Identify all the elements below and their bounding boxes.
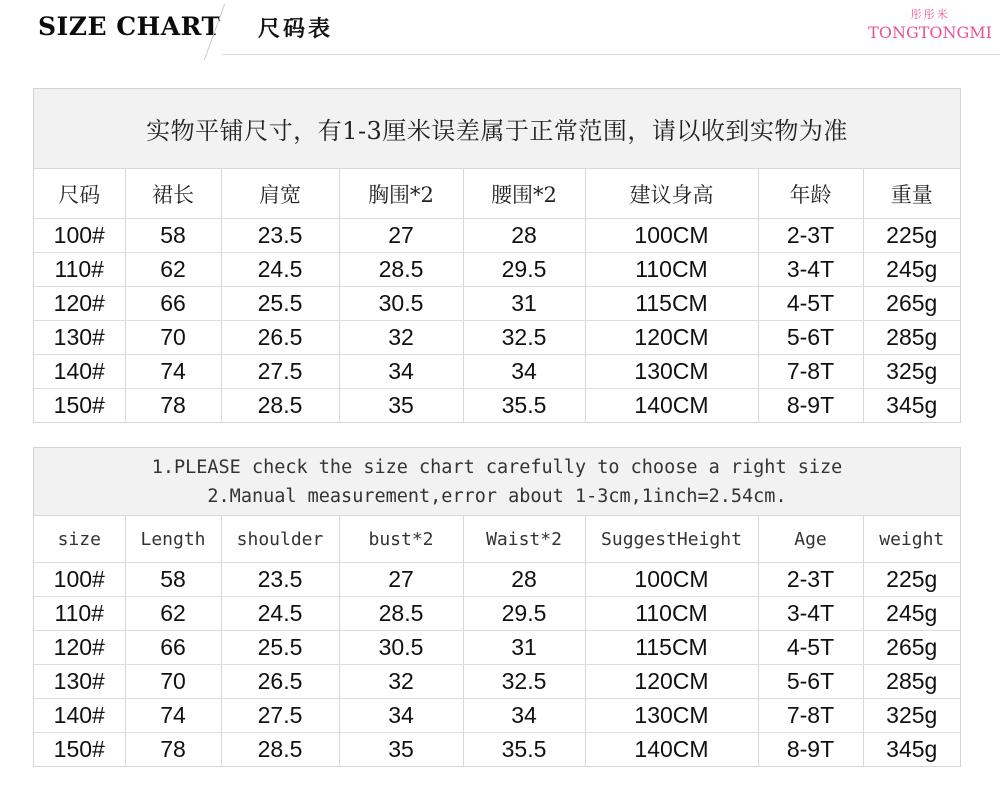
- table-cell: 27.5: [221, 699, 339, 733]
- table-cell: 265g: [863, 631, 960, 665]
- table-cell: 140#: [34, 355, 125, 389]
- column-header: 尺码: [34, 169, 125, 219]
- table-cell: 225g: [863, 219, 960, 253]
- table-cell: 66: [125, 631, 221, 665]
- english-note-line-2: 2.Manual measurement,error about 1-3cm,1inch=2.54cm.: [207, 485, 787, 507]
- table-cell: 62: [125, 253, 221, 287]
- table-cell: 5-6T: [758, 665, 863, 699]
- english-note-line-1: 1.PLEASE check the size chart carefully to choose a right size: [151, 456, 843, 478]
- table-cell: 100CM: [585, 219, 758, 253]
- table-cell: 8-9T: [758, 389, 863, 423]
- table-cell: 35: [339, 733, 463, 767]
- table-cell: 140CM: [585, 733, 758, 767]
- brand-logo: [868, 6, 992, 42]
- column-header: Age: [758, 516, 863, 563]
- table-cell: 7-8T: [758, 699, 863, 733]
- table-cell: 62: [125, 597, 221, 631]
- table-cell: 5-6T: [758, 321, 863, 355]
- table-cell: 25.5: [221, 631, 339, 665]
- table-row: [34, 355, 960, 389]
- table-cell: 120CM: [585, 665, 758, 699]
- table-cell: 285g: [863, 665, 960, 699]
- table-cell: 24.5: [221, 253, 339, 287]
- table-cell: 225g: [863, 563, 960, 597]
- column-header: 肩宽: [221, 169, 339, 219]
- table-row: [34, 287, 960, 321]
- table-cell: 140CM: [585, 389, 758, 423]
- table-cell: 2-3T: [758, 563, 863, 597]
- table-row: [34, 733, 960, 767]
- table-cell: 2-3T: [758, 219, 863, 253]
- table-cell: 23.5: [221, 563, 339, 597]
- chinese-note-text: 实物平铺尺寸，有1-3厘米误差属于正常范围，请以收到实物为准: [146, 117, 848, 145]
- table-cell: 8-9T: [758, 733, 863, 767]
- table-cell: 325g: [863, 355, 960, 389]
- table-cell: 31: [463, 287, 585, 321]
- table-cell: 100#: [34, 219, 125, 253]
- table-cell: 70: [125, 665, 221, 699]
- table-row: [34, 321, 960, 355]
- table-cell: 245g: [863, 253, 960, 287]
- column-header: 建议身高: [585, 169, 758, 219]
- table-cell: 110CM: [585, 253, 758, 287]
- table-cell: 150#: [53, 736, 105, 762]
- table-cell: 29.5: [463, 597, 585, 631]
- table-cell: 28.5: [221, 733, 339, 767]
- table-cell: 32.5: [463, 665, 585, 699]
- table-cell: 120#: [34, 631, 125, 665]
- table-cell: 115CM: [585, 631, 758, 665]
- table-cell: 28.5: [339, 597, 463, 631]
- table-cell: 7-8T: [758, 355, 863, 389]
- table-cell: 27: [339, 219, 463, 253]
- english-size-table: [34, 516, 960, 766]
- table-cell: 27: [339, 563, 463, 597]
- table-cell: 130#: [34, 665, 125, 699]
- table-row: [34, 563, 960, 597]
- table-cell: 74: [125, 699, 221, 733]
- table-cell: 26.5: [221, 321, 339, 355]
- table-cell: 28.5: [221, 389, 339, 423]
- table-header-row: [34, 516, 960, 563]
- table-header-row: [34, 169, 960, 219]
- chinese-size-table: [34, 169, 960, 422]
- table-cell: 32.5: [463, 321, 585, 355]
- table-cell: 245g: [863, 597, 960, 631]
- column-header: Length: [125, 516, 221, 563]
- table-cell: 100#: [34, 563, 125, 597]
- table-cell: 27.5: [221, 355, 339, 389]
- column-header: SuggestHeight: [585, 516, 758, 563]
- table-cell: 35.5: [463, 389, 585, 423]
- column-header: 裙长: [125, 169, 221, 219]
- header-underline: [222, 54, 1000, 55]
- column-header: weight: [863, 516, 960, 563]
- table-cell: 28.5: [339, 253, 463, 287]
- table-cell: 4-5T: [758, 631, 863, 665]
- table-cell: 58: [125, 219, 221, 253]
- table-cell: 265g: [863, 287, 960, 321]
- title-en: SIZE CHART: [38, 12, 221, 41]
- table-cell: 130CM: [585, 699, 758, 733]
- table-cell: 110#: [34, 253, 125, 287]
- table-cell: 140#: [34, 699, 125, 733]
- table-cell: 3-4T: [758, 597, 863, 631]
- brand-name-cn: 彤彤米: [910, 8, 950, 21]
- column-header: 胸围*2: [339, 169, 463, 219]
- table-cell: 26.5: [221, 665, 339, 699]
- table-cell: 35.5: [463, 733, 585, 767]
- table-cell: 34: [463, 355, 585, 389]
- table-cell: 28: [463, 219, 585, 253]
- table-cell: 120CM: [585, 321, 758, 355]
- table-row: [34, 253, 960, 287]
- table-cell: 30.5: [339, 631, 463, 665]
- table-cell: 345g: [863, 733, 960, 767]
- table-cell: 32: [339, 321, 463, 355]
- page-header: [0, 0, 1000, 62]
- table-cell: 31: [463, 631, 585, 665]
- table-cell: 30.5: [339, 287, 463, 321]
- table-cell: 110#: [34, 597, 125, 631]
- table-cell: 70: [125, 321, 221, 355]
- table-cell: 24.5: [221, 597, 339, 631]
- table-cell: 115CM: [585, 287, 758, 321]
- table-cell: 100CM: [585, 563, 758, 597]
- table-cell: 120#: [34, 287, 125, 321]
- table-row: [34, 699, 960, 733]
- brand-name-en: TONGTONGMI: [868, 23, 992, 42]
- table-cell: 345g: [863, 389, 960, 423]
- table-row: [34, 665, 960, 699]
- table-row: [34, 597, 960, 631]
- table-cell: 58: [125, 563, 221, 597]
- table-cell: 34: [463, 699, 585, 733]
- table-cell: 150#: [53, 392, 105, 418]
- table-cell: 285g: [863, 321, 960, 355]
- table-cell: 130CM: [585, 355, 758, 389]
- chinese-size-panel: [33, 88, 961, 423]
- column-header: Waist*2: [463, 516, 585, 563]
- chinese-note-banner: [34, 89, 960, 169]
- table-cell: 3-4T: [758, 253, 863, 287]
- english-size-panel: [33, 447, 961, 767]
- table-cell: 4-5T: [758, 287, 863, 321]
- table-cell: 35: [339, 389, 463, 423]
- table-cell: 23.5: [221, 219, 339, 253]
- table-cell: 74: [125, 355, 221, 389]
- table-cell: 34: [339, 699, 463, 733]
- table-cell: 130#: [34, 321, 125, 355]
- table-row: [34, 219, 960, 253]
- table-cell: 34: [339, 355, 463, 389]
- table-cell: 66: [125, 287, 221, 321]
- table-cell: 32: [339, 665, 463, 699]
- column-header: 腰围*2: [463, 169, 585, 219]
- column-header: 重量: [863, 169, 960, 219]
- table-row: [34, 389, 960, 423]
- table-cell: 29.5: [463, 253, 585, 287]
- table-cell: 78: [125, 733, 221, 767]
- table-cell: 78: [125, 389, 221, 423]
- table-cell: 25.5: [221, 287, 339, 321]
- table-row: [34, 631, 960, 665]
- column-header: 年龄: [758, 169, 863, 219]
- title-cn: 尺码表: [258, 17, 334, 42]
- column-header: size: [34, 516, 125, 563]
- english-note-banner: [34, 448, 960, 516]
- table-cell: 110CM: [585, 597, 758, 631]
- column-header: bust*2: [339, 516, 463, 563]
- column-header: shoulder: [221, 516, 339, 563]
- table-cell: 28: [463, 563, 585, 597]
- table-cell: 325g: [863, 699, 960, 733]
